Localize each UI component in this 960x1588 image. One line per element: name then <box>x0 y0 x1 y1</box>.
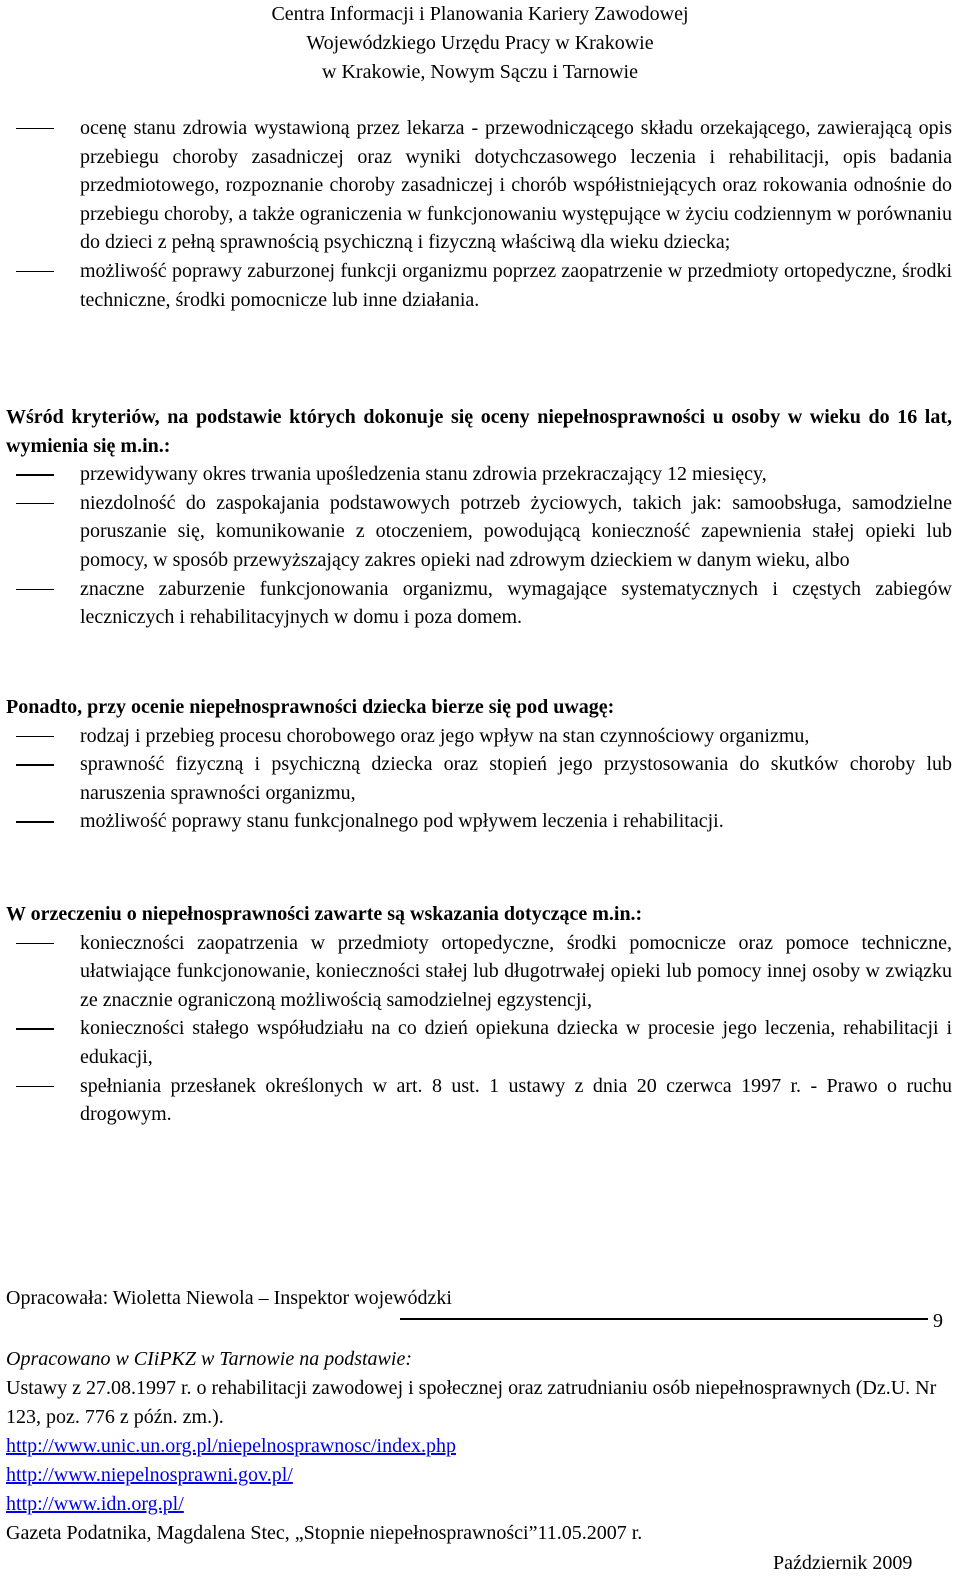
list-item <box>6 929 952 1015</box>
dash-bullet-icon <box>16 503 54 504</box>
page-header <box>0 0 960 87</box>
source-link-niepelnosprawni[interactable]: http://www.niepelnosprawni.gov.pl/ <box>6 1464 293 1486</box>
list-item <box>6 750 952 807</box>
dash-bullet-icon <box>16 764 54 765</box>
list-item-text: możliwość poprawy stanu funkcjonalnego pod wpływem leczenia i rehabilitacji. <box>80 810 724 833</box>
dash-bullet-icon <box>16 589 54 590</box>
list-item <box>6 489 952 575</box>
dash-bullet-icon <box>16 943 54 944</box>
list-item <box>6 257 952 314</box>
dash-bullet-icon <box>16 1028 54 1029</box>
sources-gazette: Gazeta Podatnika, Magdalena Stec, „Stopnie niepełnosprawności”11.05.2007 r. <box>6 1522 643 1544</box>
dash-bullet-icon <box>16 821 54 822</box>
list-item-text: znaczne zaburzenie funkcjonowania organizmu, wymagające systematycznych i częstych zabiegów leczniczych i rehabilitacyjnych w domu i poza domem. <box>80 577 952 629</box>
sources-law: Ustawy z 27.08.1997 r. o rehabilitacji zawodowej i społecznej oraz zatrudnianiu osób niepełnosprawnych (Dz.U. Nr 123, poz. 776 z późn. zm.). <box>6 1377 937 1428</box>
header-line-2: Wojewódzkiego Urzędu Pracy w Krakowie <box>306 32 654 54</box>
section-heading: W orzeczeniu o niepełnosprawności zawarte są wskazania dotyczące m.in.: <box>6 903 643 925</box>
source-link-idn[interactable]: http://www.idn.org.pl/ <box>6 1493 184 1515</box>
author-line: Opracowała: Wioletta Niewola – Inspektor wojewódzki <box>6 1287 452 1309</box>
dash-bullet-icon <box>16 474 54 475</box>
section-considerations <box>6 693 952 836</box>
list-item-text: przewidywany okres trwania upośledzenia stanu zdrowia przekraczający 12 miesięcy, <box>80 463 767 486</box>
list-item <box>6 575 952 632</box>
list-item-text: rodzaj i przebieg procesu chorobowego oraz jego wpływ na stan czynnościowy organizmu, <box>80 724 810 747</box>
list-item <box>6 807 952 836</box>
footer-date: Październik 2009 <box>773 1552 913 1574</box>
section-ruling-indications <box>6 900 952 1129</box>
sources-block <box>6 1345 946 1548</box>
section-heading: Ponadto, przy ocenie niepełnosprawności dziecka bierze się pod uwagę: <box>6 696 615 718</box>
footer-divider <box>400 1318 928 1320</box>
header-line-3: w Krakowie, Nowym Sączu i Tarnowie <box>322 61 638 83</box>
list-item <box>6 1072 952 1129</box>
dash-bullet-icon <box>16 736 54 737</box>
dash-bullet-icon <box>16 1086 54 1087</box>
list-item <box>6 1014 952 1071</box>
section-criteria <box>6 403 952 632</box>
list-item-text: spełniania przesłanek określonych w art. 8 ust. 1 ustawy z dnia 20 czerwca 1997 r. - Prawo o ruchu drogowym. <box>80 1074 952 1126</box>
list-item-text: możliwość poprawy zaburzonej funkcji organizmu poprzez zaopatrzenie w przedmioty ortopedyczne, środki techniczne, środki pomocnicze lub inne działania. <box>80 259 952 311</box>
list-item-text: sprawność fizyczną i psychiczną dziecka oraz stopień jego przystosowania do skutków choroby lub naruszenia sprawności organizmu, <box>80 753 952 804</box>
list-item-text: niezdolność do zaspokajania podstawowych potrzeb życiowych, takich jak: samoobsługa, samodzielne poruszanie się, komunikowanie z otoczeniem, powodującą konieczność zapewnienia stałej opieki lub pomocy, w sposób przewyższający zakres opieki nad zdrowym dzieckiem w danym wieku, albo <box>80 491 952 571</box>
list-item <box>6 460 952 489</box>
header-line-1: Centra Informacji i Planowania Kariery Zawodowej <box>271 3 689 25</box>
sources-intro: Opracowano w CIiPKZ w Tarnowie na podstawie: <box>6 1348 412 1370</box>
section-heading: Wśród kryteriów, na podstawie których dokonuje się oceny niepełnosprawności u osoby w wieku do 16 lat, wymienia się m.in.: <box>6 406 952 457</box>
list-item-text: konieczności zaopatrzenia w przedmioty ortopedyczne, środki pomocnicze oraz pomoce techniczne, ułatwiające funkcjonowanie, konieczności stałej lub długotrwałej opieki lub pomocy innej osoby w związku ze znacznie ograniczoną możliwością samodzielnej egzystencji, <box>80 931 952 1011</box>
page-number: 9 <box>933 1310 943 1332</box>
dash-bullet-icon <box>16 128 54 129</box>
list-item <box>6 114 952 257</box>
source-link-unic[interactable]: http://www.unic.un.org.pl/niepelnosprawnosc/index.php <box>6 1435 456 1457</box>
list-item-text: ocenę stanu zdrowia wystawioną przez lekarza - przewodniczącego składu orzekającego, zawierającą opis przebiegu choroby zasadniczej oraz wyniki dotychczasowego leczenia i rehabilitacji, opis badania przedmiotowego, rozpoznanie choroby zasadniczej i chorób współistniejących oraz rokowania odnośnie do przebiegu choroby, a także ograniczenia w funkcjonowaniu występujące w życiu codziennym w porównaniu do dzieci z pełną sprawnością psychiczną i fizyczną właściwą dla wieku dziecka; <box>80 117 952 254</box>
list-item <box>6 722 952 751</box>
list-item-text: konieczności stałego współudziału na co dzień opiekuna dziecka w procesie jego leczenia, rehabilitacji i edukacji, <box>80 1017 952 1068</box>
section-assessment-list <box>6 114 952 314</box>
dash-bullet-icon <box>16 271 54 272</box>
